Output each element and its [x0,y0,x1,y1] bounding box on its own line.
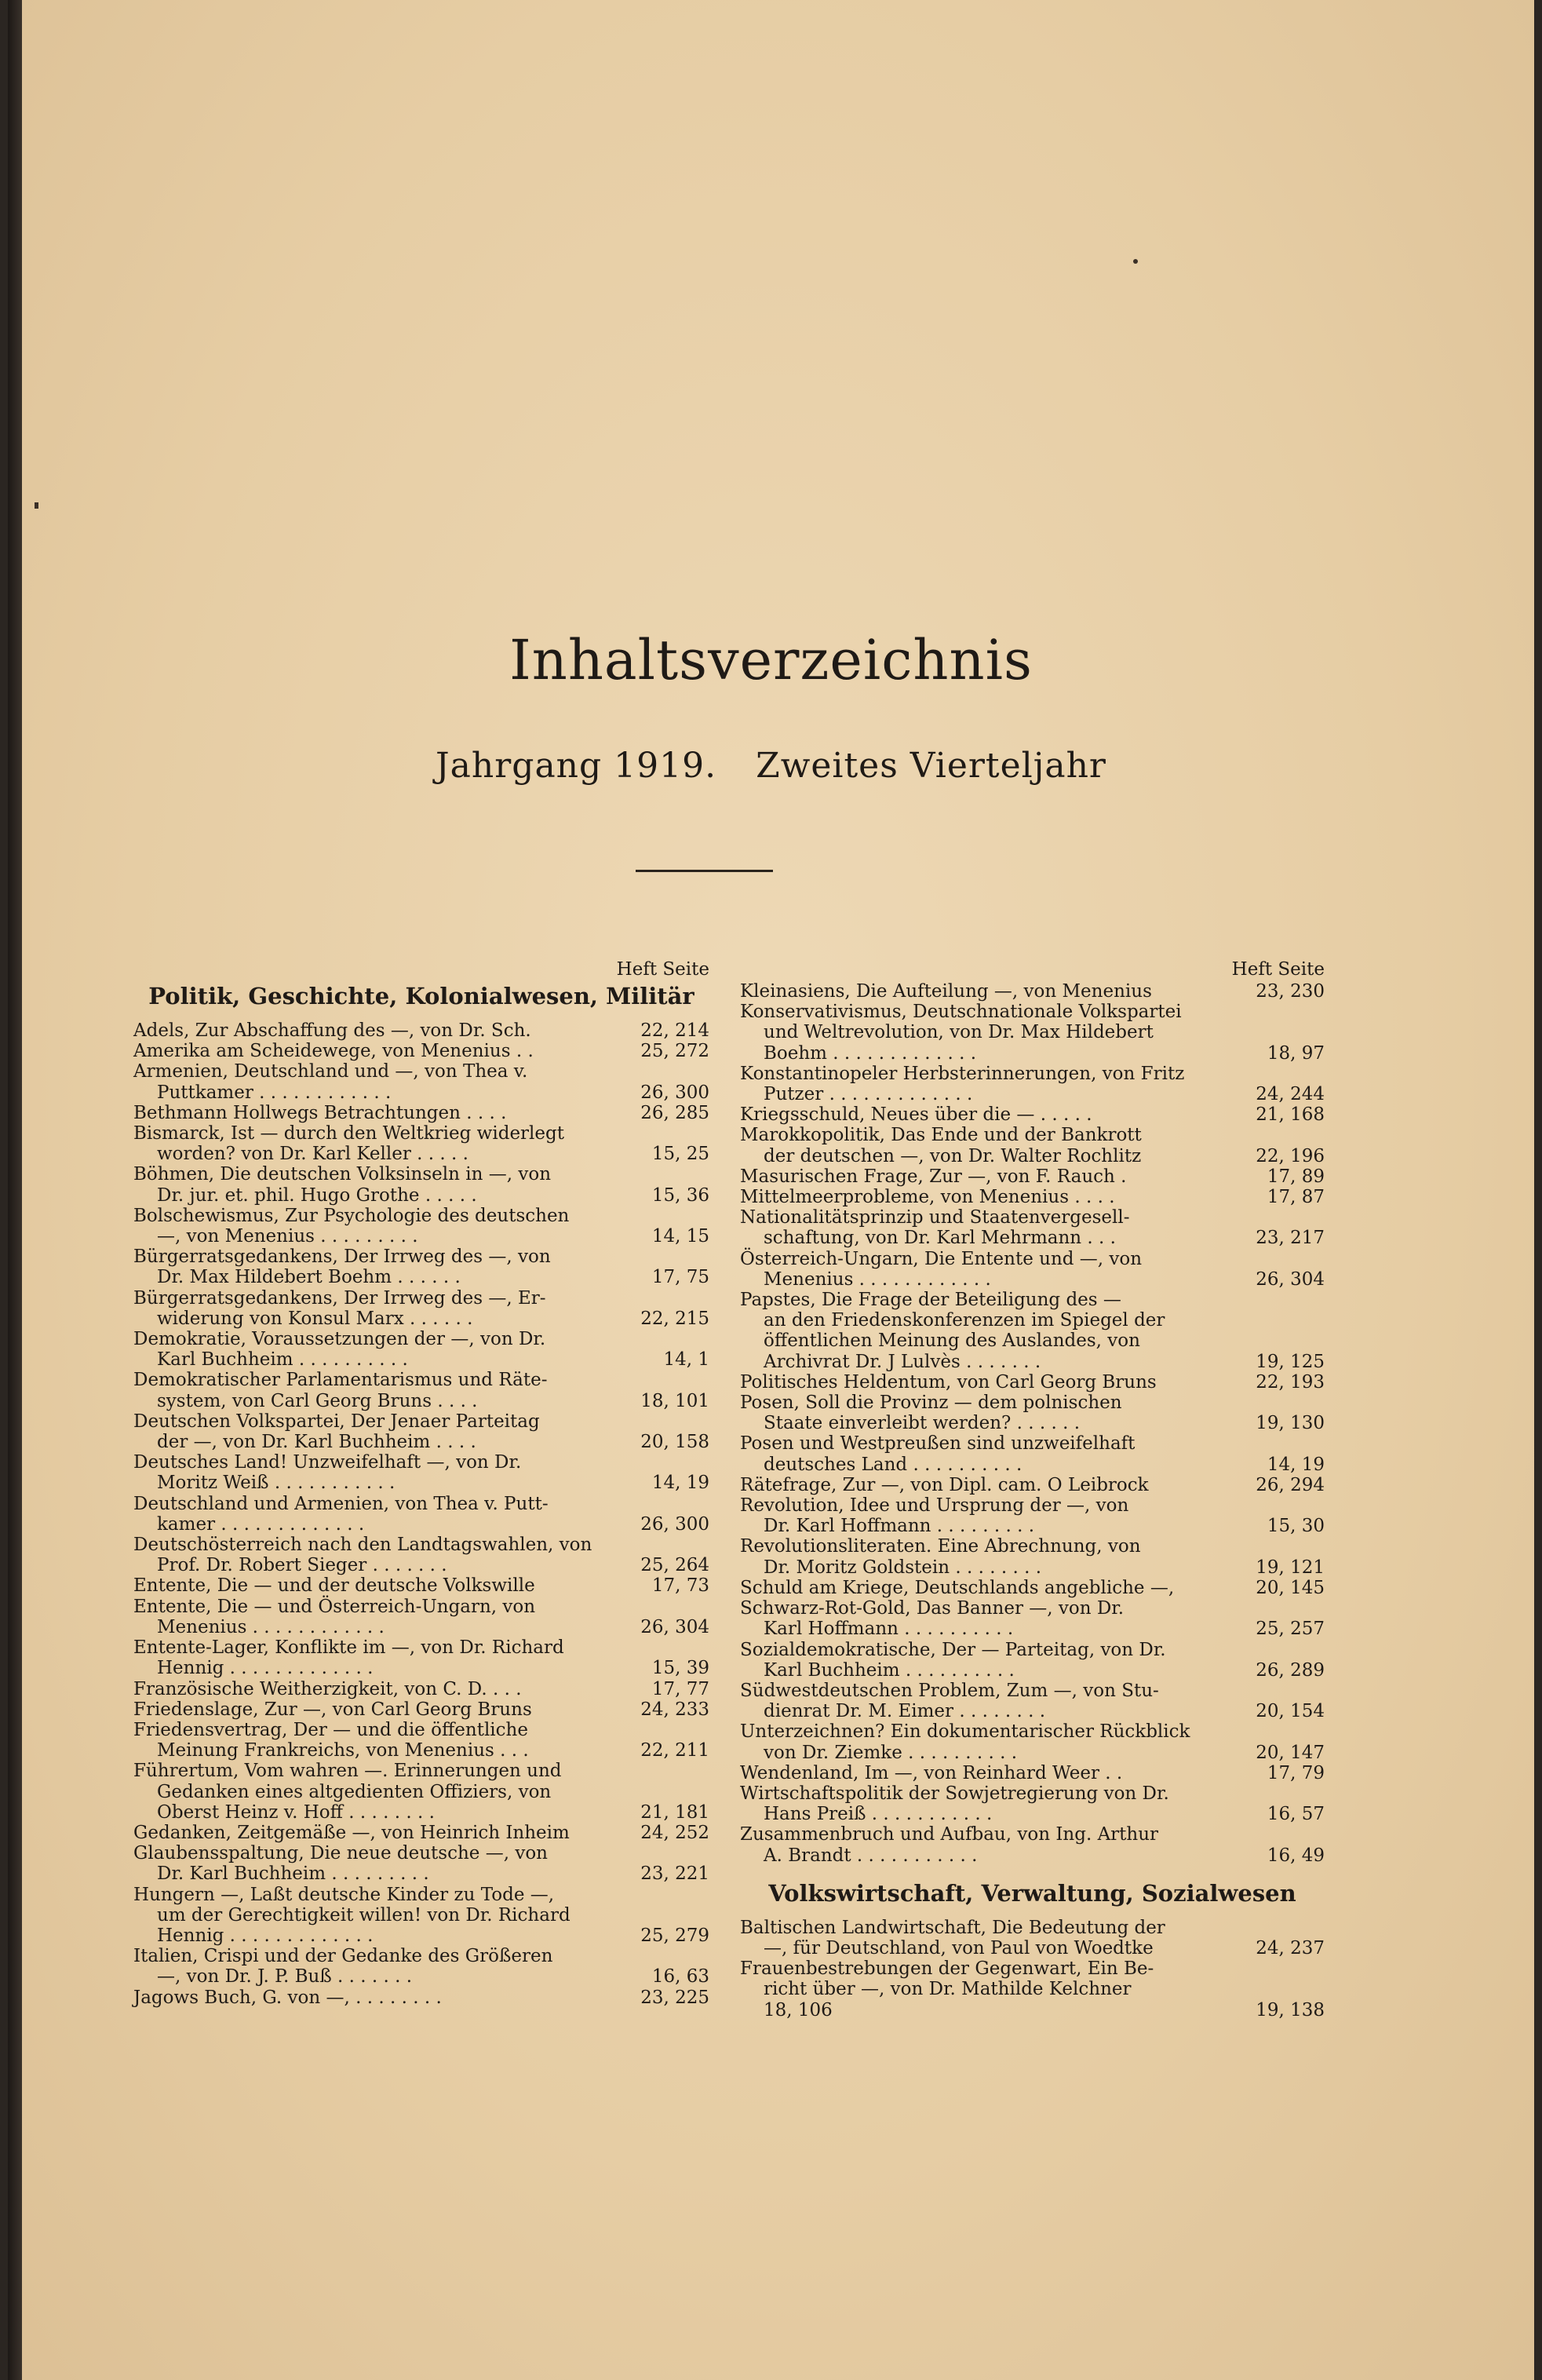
toc-entry-text: Revolutionsliteraten. Eine Abrechnung, von [740,1536,1141,1557]
toc-entry-ref: 25, 279 [640,1925,709,1946]
toc-entry-text: —, von Dr. J. P. Buß . . . . . . . [157,1966,413,1988]
toc-entry [740,1721,1325,1762]
entry-list [740,981,1325,1866]
toc-entry-text: Südwestdeutschen Problem, Zum —, von Stu- [740,1680,1159,1701]
toc-entry-text: Revolution, Idee und Ursprung der —, von [740,1495,1129,1517]
toc-entry [133,1761,709,1823]
toc-entry-ref: 19, 121 [1256,1557,1325,1578]
toc-entry-text: Rätefrage, Zur —, von Dipl. cam. O Leibrock [740,1474,1149,1495]
toc-entry [133,1041,709,1061]
toc-entry-text: Hennig . . . . . . . . . . . . . [157,1658,374,1679]
toc-entry-text: Meinung Frankreichs, von Menenius . . . [157,1740,529,1761]
toc-entry-ref: 16, 63 [651,1966,709,1988]
toc-entry-ref: 14, 15 [651,1226,709,1247]
toc-entry [740,1918,1325,1958]
toc-entry-text: Deutschen Volkspartei, Der Jenaer Parteitag [133,1411,540,1432]
toc-entry-text: Armenien, Deutschland und —, von Thea v. [133,1061,528,1082]
toc-entry-ref: 17, 87 [1267,1187,1325,1208]
toc-entry-ref: 24, 233 [640,1699,709,1720]
toc-entry-text: Amerika am Scheidewege, von Menenius . . [133,1041,534,1062]
toc-entry-text: Nationalitätsprinzip und Staatenvergesell- [740,1207,1130,1228]
toc-entry-text: Österreich-Ungarn, Die Entente und —, von [740,1248,1143,1269]
toc-entry-text: um der Gerechtigkeit willen! von Dr. Richard [157,1904,571,1926]
toc-entry-text: Wendenland, Im —, von Reinhard Weer . . [740,1762,1123,1783]
toc-entry-ref: 17, 77 [651,1678,709,1699]
toc-entry-text: richt über —, von Dr. Mathilde Kelchner [764,1979,1132,2000]
toc-entry-ref: 19, 130 [1256,1413,1325,1434]
toc-entry-ref: 19, 138 [1256,1999,1325,2020]
toc-entry-text: Gedanken, Zeitgemäße —, von Heinrich Inheim [133,1822,570,1843]
toc-entry-text: Dr. Karl Hoffmann . . . . . . . . . [764,1516,1035,1537]
toc-entry-text: A. Brandt . . . . . . . . . . . [764,1845,978,1866]
entry-list [133,1020,709,2008]
toc-entry-text: Frauenbestrebungen der Gegenwart, Ein Be- [740,1958,1154,1980]
toc-entry-text: der deutschen —, von Dr. Walter Rochlitz [764,1145,1142,1166]
toc-entry-ref: 17, 79 [1267,1762,1325,1783]
toc-entry-ref: 20, 158 [640,1432,709,1453]
toc-entry [740,1536,1325,1577]
page-title: Inhaltsverzeichnis [509,628,1033,692]
toc-entry-ref: 26, 285 [640,1102,709,1123]
toc-entry-text: Jagows Buch, G. von —, . . . . . . . . [133,1987,442,2008]
toc-entry-text: Menenius . . . . . . . . . . . . [157,1616,385,1637]
toc-entry [133,1247,709,1287]
toc-entry-ref: 26, 300 [640,1513,709,1535]
toc-entry-text: Moritz Weiß . . . . . . . . . . . [157,1473,396,1494]
toc-entry-ref: 21, 181 [640,1801,709,1823]
toc-entry-ref: 21, 168 [1256,1104,1325,1126]
toc-entry-text: Bethmann Hollwegs Betrachtungen . . . . [133,1102,507,1123]
toc-entry-text: Prof. Dr. Robert Sieger . . . . . . . [157,1555,447,1576]
toc-entry [133,1411,709,1452]
toc-entry-text: Glaubensspaltung, Die neue deutsche —, von [133,1843,548,1864]
divider-rule [636,870,773,872]
toc-entry-ref: 22, 215 [640,1308,709,1329]
toc-entry [740,1002,1325,1064]
subtitle-year: Jahrgang 1919. [436,746,717,786]
toc-entry-text: Bürgerratsgedankens, Der Irrweg des —, von [133,1247,551,1268]
toc-entry-text: Bismarck, Ist — durch den Weltkrieg widerlegt [133,1123,564,1144]
toc-entry-text: Adels, Zur Abschaffung des —, von Dr. Sch. [133,1020,531,1041]
toc-entry [133,1843,709,1884]
subtitle-quarter: Zweites Vierteljahr [756,746,1106,786]
toc-entry-text: deutsches Land . . . . . . . . . . [764,1454,1023,1475]
ink-speck [35,502,38,509]
toc-entry-ref: 25, 264 [640,1555,709,1576]
toc-entry-ref: 14, 1 [663,1349,709,1371]
toc-entry [740,1578,1325,1598]
toc-entry [133,1452,709,1493]
toc-entry-text: und Weltrevolution, von Dr. Max Hildebert [764,1022,1154,1043]
toc-entry [740,1475,1325,1495]
toc-entry [133,1288,709,1329]
toc-entry-text: kamer . . . . . . . . . . . . . [157,1513,365,1535]
toc-entry-text: Deutschland und Armenien, von Thea v. Putt- [133,1493,549,1514]
toc-entry [133,1720,709,1761]
toc-entry-text: system, von Carl Georg Bruns . . . . [157,1390,478,1411]
toc-entry [133,1020,709,1041]
toc-entry-text: Unterzeichnen? Ein dokumentarischer Rückblick [740,1721,1190,1743]
toc-entry-text: Karl Buchheim . . . . . . . . . . [157,1349,408,1371]
toc-entry-ref: 22, 211 [640,1740,709,1761]
toc-entry-text: Archivrat Dr. J Lulvès . . . . . . . [764,1351,1041,1372]
column-header-left: Heft Seite [616,959,709,980]
toc-entry-text: öffentlichen Meinung des Auslandes, von [764,1331,1140,1352]
toc-entry [133,1164,709,1205]
toc-entry-text: Hungern —, Laßt deutsche Kinder zu Tode —, [133,1884,555,1905]
toc-entry [740,1372,1325,1393]
toc-entry [740,1290,1325,1372]
toc-entry [740,1640,1325,1681]
toc-entry-ref: 22, 193 [1256,1371,1325,1393]
right-column [740,959,1325,2020]
toc-entry-text: worden? von Dr. Karl Keller . . . . . [157,1144,468,1165]
toc-entry-ref: 17, 89 [1267,1166,1325,1187]
document-page [8,0,1534,2380]
toc-entry [740,1598,1325,1639]
toc-entry-text: Masurischen Frage, Zur —, von F. Rauch . [740,1166,1127,1187]
toc-entry-text: an den Friedenskonferenzen im Spiegel der [764,1310,1165,1331]
toc-entry-text: Dr. Karl Buchheim . . . . . . . . . [157,1863,429,1885]
toc-entry [133,1988,709,2008]
toc-entry [133,1494,709,1535]
toc-entry-ref: 26, 300 [640,1082,709,1103]
toc-entry [133,1061,709,1102]
toc-entry-text: Putzer . . . . . . . . . . . . . [764,1084,973,1105]
toc-entry [740,1783,1325,1824]
toc-entry [133,1823,709,1843]
toc-entry-text: —, von Menenius . . . . . . . . . [157,1226,418,1247]
toc-entry [740,1763,1325,1783]
entry-list [740,1918,1325,2020]
toc-entry-text: Deutschösterreich nach den Landtagswahlen, von [133,1535,592,1556]
toc-entry [740,1064,1325,1104]
toc-entry-text: Posen, Soll die Provinz — dem polnischen [740,1393,1122,1414]
toc-entry-text: Mittelmeerprobleme, von Menenius . . . . [740,1187,1115,1208]
toc-entry-text: Wirtschaftspolitik der Sowjetregierung von Dr. [740,1783,1169,1804]
toc-entry-ref: 17, 73 [651,1575,709,1597]
toc-entry-ref: 14, 19 [1267,1454,1325,1475]
toc-entry-text: Kriegsschuld, Neues über die — . . . . . [740,1104,1092,1126]
ink-speck [1133,259,1138,264]
toc-entry-text: Italien, Crispi und der Gedanke des Größeren [133,1946,553,1967]
toc-entry [740,1104,1325,1125]
toc-entry-text: von Dr. Ziemke . . . . . . . . . . [764,1742,1018,1763]
toc-entry-text: Dr. jur. et. phil. Hugo Grothe . . . . . [157,1185,477,1206]
toc-entry-ref: 25, 272 [640,1041,709,1062]
section-heading: Politik, Geschichte, Kolonialwesen, Militär [148,983,694,1009]
toc-entry-text: Konservativismus, Deutschnationale Volkspartei [740,1002,1182,1023]
toc-entry [740,1249,1325,1290]
toc-entry-text: Posen und Westpreußen sind unzweifelhaft [740,1433,1136,1455]
toc-entry-text: Karl Hoffmann . . . . . . . . . . [764,1619,1014,1640]
toc-entry-text: Entente, Die — und der deutsche Volkswille [133,1575,535,1597]
toc-entry-text: Karl Buchheim . . . . . . . . . . [764,1659,1015,1681]
toc-entry-ref: 26, 289 [1256,1659,1325,1681]
toc-entry [740,1125,1325,1166]
toc-entry-text: Bürgerratsgedankens, Der Irrweg des —, Er- [133,1287,546,1309]
toc-entry-ref: 24, 252 [640,1822,709,1843]
toc-entry-text: schaftung, von Dr. Karl Mehrmann . . . [764,1228,1116,1249]
toc-entry-text: der —, von Dr. Karl Buchheim . . . . [157,1432,476,1453]
toc-entry-text: Politisches Heldentum, von Carl Georg Bruns [740,1371,1157,1393]
toc-entry-ref: 20, 147 [1256,1742,1325,1763]
toc-entry-ref: 20, 154 [1256,1701,1325,1722]
toc-entry [133,1597,709,1637]
toc-entry-ref: 23, 230 [1256,981,1325,1002]
toc-entry-text: Dr. Max Hildebert Boehm . . . . . . [157,1267,461,1288]
toc-entry [133,1575,709,1596]
toc-entry-text: Staate einverleibt werden? . . . . . . [764,1413,1081,1434]
toc-entry-ref: 14, 19 [651,1473,709,1494]
toc-entry-text: Menenius . . . . . . . . . . . . [764,1268,991,1290]
left-column [133,959,709,2008]
toc-entry-ref: 26, 304 [1256,1268,1325,1290]
toc-entry-ref: 16, 57 [1267,1804,1325,1825]
toc-entry [133,1699,709,1720]
toc-entry-ref: 19, 125 [1256,1351,1325,1372]
toc-entry-text: Böhmen, Die deutschen Volksinseln in —, von [133,1164,552,1185]
toc-entry-ref: 18, 97 [1267,1042,1325,1064]
toc-entry [133,1637,709,1678]
toc-entry [133,1885,709,1947]
toc-entry-text: Bolschewismus, Zur Psychologie des deutschen [133,1205,570,1226]
toc-entry-text: Dr. Moritz Goldstein . . . . . . . . [764,1557,1042,1578]
toc-entry-text: Friedensvertrag, Der — und die öffentliche [133,1719,528,1740]
toc-entry-ref: 23, 217 [1256,1228,1325,1249]
toc-entry-text: Hans Preiß . . . . . . . . . . . [764,1804,993,1825]
toc-entry [133,1535,709,1575]
toc-entry-text: Sozialdemokratische, Der — Parteitag, von Dr. [740,1639,1166,1660]
toc-entry-ref: 15, 30 [1267,1516,1325,1537]
toc-entry-ref: 15, 36 [651,1185,709,1206]
toc-entry-text: Demokratie, Voraussetzungen der —, von Dr. [133,1329,546,1350]
toc-entry-text: Baltischen Landwirtschaft, Die Bedeutung der [740,1917,1165,1938]
toc-entry-ref: 23, 221 [640,1863,709,1885]
section-heading: Volkswirtschaft, Verwaltung, Sozialwesen [768,1879,1296,1907]
toc-entry-text: Puttkamer . . . . . . . . . . . . [157,1082,392,1103]
toc-entry [133,1123,709,1164]
toc-entry-text: Entente, Die — und Österreich-Ungarn, von [133,1596,536,1617]
toc-entry-ref: 22, 196 [1256,1145,1325,1166]
toc-entry-text: Führertum, Vom wahren —. Erinnerungen und [133,1761,562,1782]
page-subtitle [8,746,1534,786]
toc-entry [740,1166,1325,1187]
toc-entry [740,1824,1325,1865]
toc-entry-ref: 26, 294 [1256,1474,1325,1495]
toc-entry [740,1958,1325,2020]
toc-entry-ref: 24, 244 [1256,1084,1325,1105]
toc-entry-text: widerung von Konsul Marx . . . . . . [157,1308,473,1329]
toc-entry-text: Boehm . . . . . . . . . . . . . [764,1042,977,1064]
toc-entry-ref: 25, 257 [1256,1619,1325,1640]
toc-entry [133,1206,709,1247]
toc-entry-text: Deutsches Land! Unzweifelhaft —, von Dr. [133,1452,522,1473]
toc-entry-text: Französische Weitherzigkeit, von C. D. . . . [133,1678,522,1699]
toc-entry-text: Kleinasiens, Die Aufteilung —, von Menenius [740,981,1152,1002]
toc-entry-ref: 18, 101 [640,1390,709,1411]
toc-entry [740,981,1325,1002]
toc-entry-text: Hennig . . . . . . . . . . . . . [157,1925,374,1946]
toc-entry [740,1433,1325,1474]
toc-entry-text: Zusammenbruch und Aufbau, von Ing. Arthur [740,1824,1159,1845]
toc-entry [133,1679,709,1699]
toc-entry-text: Konstantinopeler Herbsterinnerungen, von Fritz [740,1063,1185,1084]
toc-entry-ref: 22, 214 [640,1020,709,1041]
toc-entry-text: Entente-Lager, Konflikte im —, von Dr. Richard [133,1637,564,1659]
toc-entry [740,1187,1325,1207]
toc-entry-ref: 20, 145 [1256,1577,1325,1598]
toc-entry [740,1207,1325,1248]
toc-entry-ref: 26, 304 [640,1616,709,1637]
toc-entry-ref: 15, 39 [651,1658,709,1679]
toc-entry-text: Friedenslage, Zur —, von Carl Georg Bruns [133,1699,532,1720]
toc-entry [740,1681,1325,1721]
toc-entry-text: dienrat Dr. M. Eimer . . . . . . . . [764,1701,1046,1722]
toc-entry [133,1946,709,1987]
toc-entry [133,1329,709,1370]
toc-entry-text: 18, 106 [764,1999,833,2020]
toc-entry-text: Oberst Heinz v. Hoff . . . . . . . . [157,1801,435,1823]
toc-entry-text: Schwarz-Rot-Gold, Das Banner —, von Dr. [740,1598,1125,1619]
toc-entry-ref: 17, 75 [651,1267,709,1288]
toc-entry-text: Marokkopolitik, Das Ende und der Bankrott [740,1125,1142,1146]
toc-entry-ref: 16, 49 [1267,1845,1325,1866]
toc-entry [133,1370,709,1411]
toc-entry-text: Schuld am Kriege, Deutschlands angebliche —, [740,1577,1175,1598]
toc-entry [740,1393,1325,1433]
toc-entry-ref: 15, 25 [651,1144,709,1165]
toc-entry [133,1103,709,1123]
toc-entry-text: Papstes, Die Frage der Beteiligung des — [740,1290,1121,1311]
column-header-right: Heft Seite [1231,959,1325,980]
toc-entry [740,1495,1325,1536]
toc-entry-ref: 24, 237 [1256,1937,1325,1958]
toc-entry-ref: 23, 225 [640,1987,709,2008]
toc-entry-text: Demokratischer Parlamentarismus und Räte- [133,1370,548,1391]
book-spine [8,0,22,2380]
toc-entry-text: —, für Deutschland, von Paul von Woedtke [764,1937,1154,1958]
toc-entry-text: Gedanken eines altgedienten Offiziers, von [157,1781,552,1802]
